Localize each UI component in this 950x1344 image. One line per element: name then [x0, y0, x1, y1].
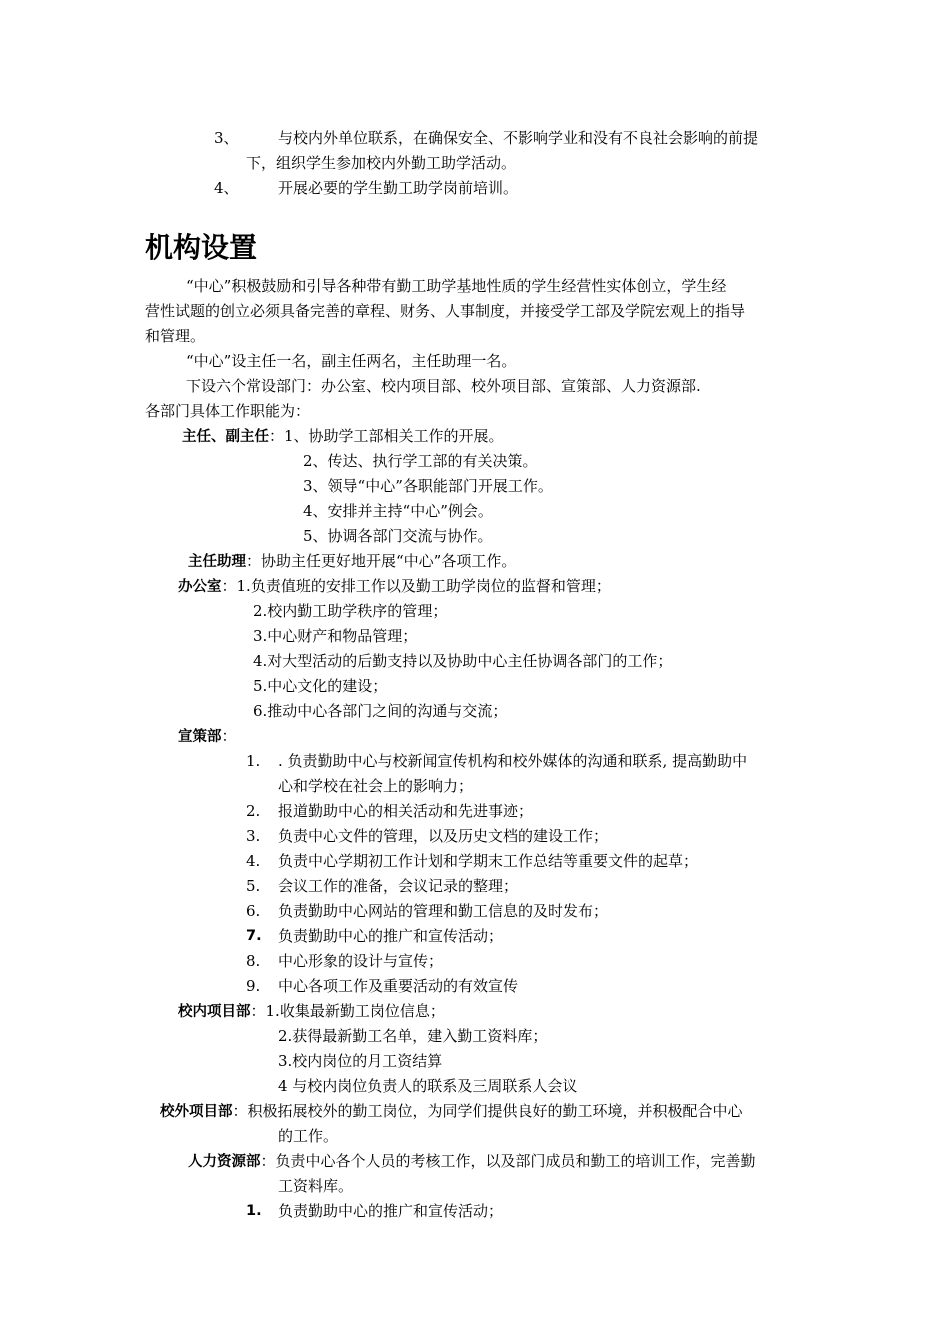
publicity-item-6-number: 6. — [246, 902, 261, 920]
office-item-1: 1.负责值班的安排工作以及勤工助学岗位的监督和管理； — [236, 577, 611, 595]
campus-projects-colon: ： — [250, 1002, 266, 1020]
publicity-item-1-text-cont: 心和学校在社会上的影响力； — [278, 777, 474, 795]
paragraph-1-line-1: “中心”积极鼓励和引导各种带有勤工助学基地性质的学生经营性实体创立，学生经 — [186, 277, 727, 295]
intro-item-3-number: 3、 — [214, 129, 239, 147]
campus-projects-label: 校内项目部 — [178, 1004, 251, 1020]
publicity-item-9-number: 9. — [246, 977, 261, 995]
campus-projects-item-3: 3.校内岗位的月工资结算 — [278, 1052, 443, 1070]
publicity-item-6-text: 负责勤助中心网站的管理和勤工信息的及时发布； — [278, 902, 609, 920]
last-item-text: 负责勤助中心的推广和宣传活动； — [278, 1202, 504, 1220]
publicity-item-5-number: 5. — [246, 877, 261, 895]
office-row — [178, 576, 611, 597]
offcampus-projects-label: 校外项目部 — [160, 1104, 233, 1120]
hr-colon: ： — [260, 1152, 276, 1170]
publicity-item-2-number: 2. — [246, 802, 261, 820]
director-row — [182, 426, 504, 447]
publicity-item-7-text: 负责勤助中心的推广和宣传活动； — [278, 927, 504, 945]
campus-projects-row — [178, 1001, 445, 1022]
hr-text: 负责中心各个人员的考核工作，以及部门成员和勤工的培训工作，完善勤 — [275, 1152, 756, 1170]
assistant-label: 主任助理 — [188, 554, 246, 570]
director-label: 主任、副主任 — [182, 429, 269, 445]
office-item-3: 3.中心财产和物品管理； — [253, 627, 418, 645]
publicity-row — [178, 726, 237, 747]
hr-text-cont: 工资料库。 — [278, 1177, 354, 1195]
publicity-item-1-text: . 负责勤助中心与校新闻宣传机构和校外媒体的沟通和联系, 提高勤助中 — [278, 752, 748, 770]
assistant-colon: ： — [246, 552, 262, 570]
intro-item-3-text: 与校内外单位联系，在确保安全、不影响学业和没有不良社会影响的前提 — [278, 129, 759, 147]
director-item-4: 4、安排并主持“中心”例会。 — [303, 502, 493, 520]
offcampus-projects-text: 积极拓展校外的勤工岗位，为同学们提供良好的勤工环境，并积极配合中心 — [247, 1102, 743, 1120]
section-heading: 机构设置 — [145, 231, 258, 264]
publicity-item-1-number: 1. — [246, 752, 261, 770]
director-item-5: 5、协调各部门交流与协作。 — [303, 527, 493, 545]
campus-projects-item-2: 2.获得最新勤工名单，建入勤工资料库； — [278, 1027, 548, 1045]
publicity-item-2-text: 报道勤助中心的相关活动和先进事迹； — [278, 802, 534, 820]
director-item-1: 1、协助学工部相关工作的开展。 — [284, 427, 504, 445]
intro-item-4-text: 开展必要的学生勤工助学岗前培训。 — [278, 179, 519, 197]
paragraph-3: 下设六个常设部门：办公室、校内项目部、校外项目部、宣策部、人力资源部. — [186, 377, 701, 395]
campus-projects-item-4: 4 与校内岗位负责人的联系及三周联系人会议 — [278, 1077, 578, 1095]
director-item-2: 2、传达、执行学工部的有关决策。 — [303, 452, 538, 470]
publicity-item-7-number: 7. — [246, 928, 262, 944]
assistant-text: 协助主任更好地开展“中心”各项工作。 — [261, 552, 517, 570]
publicity-item-3-number: 3. — [246, 827, 261, 845]
intro-item-4-number: 4、 — [214, 179, 239, 197]
paragraph-2: “中心”设主任一名，副主任两名，主任助理一名。 — [186, 352, 517, 370]
campus-projects-item-1: 1.收集最新勤工岗位信息； — [265, 1002, 445, 1020]
office-colon: ： — [221, 577, 237, 595]
office-item-2: 2.校内勤工助学秩序的管理； — [253, 602, 448, 620]
hr-row — [188, 1151, 756, 1172]
director-colon: ： — [269, 427, 285, 445]
hr-label: 人力资源部 — [188, 1154, 261, 1170]
publicity-item-4-number: 4. — [246, 852, 261, 870]
offcampus-projects-colon: ： — [232, 1102, 248, 1120]
office-item-6: 6.推动中心各部门之间的沟通与交流； — [253, 702, 508, 720]
publicity-item-8-number: 8. — [246, 952, 261, 970]
office-item-4: 4.对大型活动的后勤支持以及协助中心主任协调各部门的工作； — [253, 652, 673, 670]
assistant-row — [188, 551, 516, 572]
director-item-3: 3、领导“中心”各职能部门开展工作。 — [303, 477, 553, 495]
office-item-5: 5.中心文化的建设； — [253, 677, 388, 695]
publicity-item-8-text: 中心形象的设计与宣传； — [278, 952, 444, 970]
paragraph-1-line-2: 营性试题的创立必须具备完善的章程、财务、人事制度，并接受学工部及学院宏观上的指导 — [145, 302, 746, 320]
publicity-item-5-text: 会议工作的准备，会议记录的整理； — [278, 877, 519, 895]
offcampus-projects-text-cont: 的工作。 — [278, 1127, 339, 1145]
last-item-number: 1. — [246, 1203, 262, 1219]
publicity-colon: ： — [221, 727, 237, 745]
intro-item-3-text-cont: 下，组织学生参加校内外勤工助学活动。 — [246, 154, 517, 172]
paragraph-4: 各部门具体工作职能为： — [145, 402, 311, 420]
publicity-item-9-text: 中心各项工作及重要活动的有效宣传 — [278, 977, 519, 995]
publicity-item-4-text: 负责中心学期初工作计划和学期末工作总结等重要文件的起草； — [278, 852, 699, 870]
paragraph-1-line-3: 和管理。 — [145, 327, 206, 345]
offcampus-projects-row — [160, 1101, 743, 1122]
office-label: 办公室 — [178, 579, 222, 595]
publicity-item-3-text: 负责中心文件的管理，以及历史文档的建设工作； — [278, 827, 609, 845]
publicity-label: 宣策部 — [178, 729, 222, 745]
